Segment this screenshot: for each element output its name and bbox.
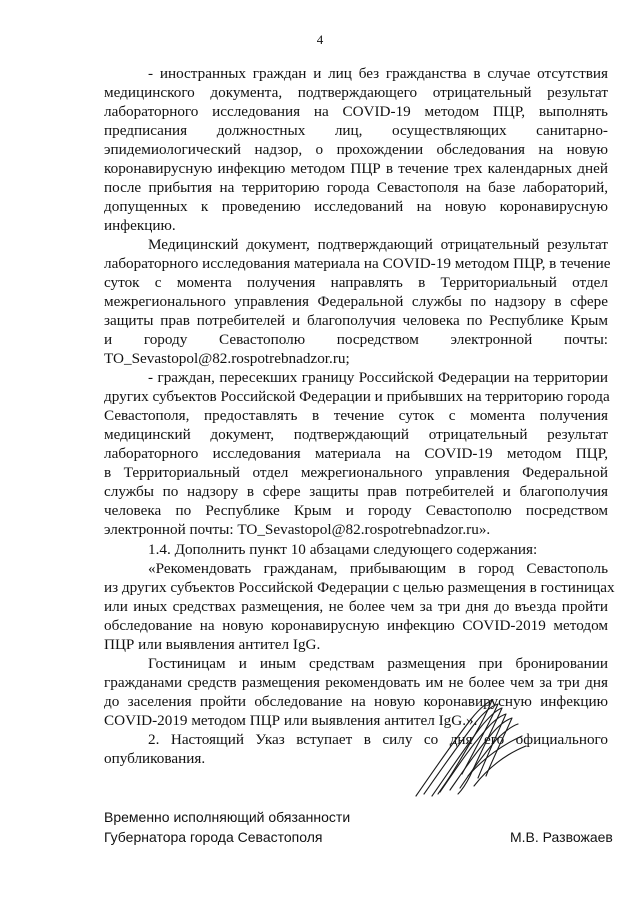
body-line: «Рекомендовать гражданам, прибывающим в город Севастополь <box>148 560 608 577</box>
body-line: межрегионального управления Федеральной службы по надзору в сфере <box>104 293 608 310</box>
body-line: допущенных к проведению исследований на новую коронавирусную <box>104 198 608 215</box>
body-line: обследование на новую коронавирусную инфекцию COVID-2019 методом <box>104 617 608 634</box>
handwritten-signature <box>410 696 530 801</box>
body-line: эпидемиологический надзор, о прохождении обследования на новую <box>104 141 608 158</box>
body-line: лабораторного исследования материала на COVID-19 методом ПЦР, <box>104 445 608 462</box>
body-line: медицинского документа, подтверждающего отрицательный результат <box>104 84 608 101</box>
body-line: ПЦР или выявления антител IgG. <box>104 636 321 653</box>
signatory-position-line2: Губернатора города Севастополя <box>104 829 323 845</box>
body-line: Медицинский документ, подтверждающий отрицательный результат <box>148 236 608 253</box>
page-number: 4 <box>316 32 324 47</box>
body-line: после прибытия на территорию города Севастополя на базе лабораторий, <box>104 179 608 196</box>
body-line: лабораторного исследования на COVID-19 методом ПЦР, выполнять <box>104 103 608 120</box>
body-line: электронной почты: TO_Sevastopol@82.rospotrebnadzor.ru». <box>104 521 491 538</box>
body-line: из других субъектов Российской Федерации с целью размещения в гостиницах <box>104 579 615 596</box>
body-line: лабораторного исследования материала на COVID-19 методом ПЦР, в течение <box>104 255 611 272</box>
body-line: в Территориальный отдел межрегионального управления Федеральной <box>104 464 608 481</box>
body-line: TO_Sevastopol@82.rospotrebnadzor.ru; <box>104 350 350 367</box>
body-line: предписания должностных лиц, осуществляющих санитарно- <box>104 122 608 139</box>
body-line: человека по Республике Крым и городу Севастополю посредством <box>104 502 608 519</box>
body-line: службы по надзору в сфере защиты прав потребителей и благополучия <box>104 483 608 500</box>
body-line: Гостиницам и иным средствам размещения при бронировании <box>148 655 608 672</box>
body-line: 2. Настоящий Указ вступает в силу со дня его официального <box>148 731 608 748</box>
body-line: и городу Севастополю посредством электронной почты: <box>104 331 608 348</box>
body-line: гражданами средств размещения рекомендовать им не более чем за три дня <box>104 674 608 691</box>
body-line: - иностранных граждан и лиц без гражданства в случае отсутствия <box>148 65 608 82</box>
signatory-position-line1: Временно исполняющий обязанности <box>104 809 351 825</box>
body-line: COVID-2019 методом ПЦР или выявления антител IgG.». <box>104 712 478 729</box>
body-line: коронавирусную инфекцию методом ПЦР в течение трех календарных дней <box>104 160 608 177</box>
body-line: медицинский документ, подтверждающий отрицательный результат <box>104 426 608 443</box>
body-line: Севастополя, предоставлять в течение суток с момента получения <box>104 407 608 424</box>
body-line: опубликования. <box>104 750 206 767</box>
body-line: суток с момента получения направлять в Территориальный отдел <box>104 274 608 291</box>
body-line: инфекцию. <box>104 217 176 234</box>
body-line: - граждан, пересекших границу Российской Федерации на территории <box>148 369 608 386</box>
body-line: других субъектов Российской Федерации и прибывших на территорию города <box>104 388 610 405</box>
body-line: защиты прав потребителей и благополучия человека по Республике Крым <box>104 312 608 329</box>
body-line: 1.4. Дополнить пункт 10 абзацами следующего содержания: <box>148 541 538 558</box>
body-line: до заселения пройти обследование на новую коронавирусную инфекцию <box>104 693 608 710</box>
signatory-name: М.В. Развожаев <box>510 829 613 845</box>
body-line: или иных средствах размещения, не более чем за три дня до въезда пройти <box>104 598 608 615</box>
